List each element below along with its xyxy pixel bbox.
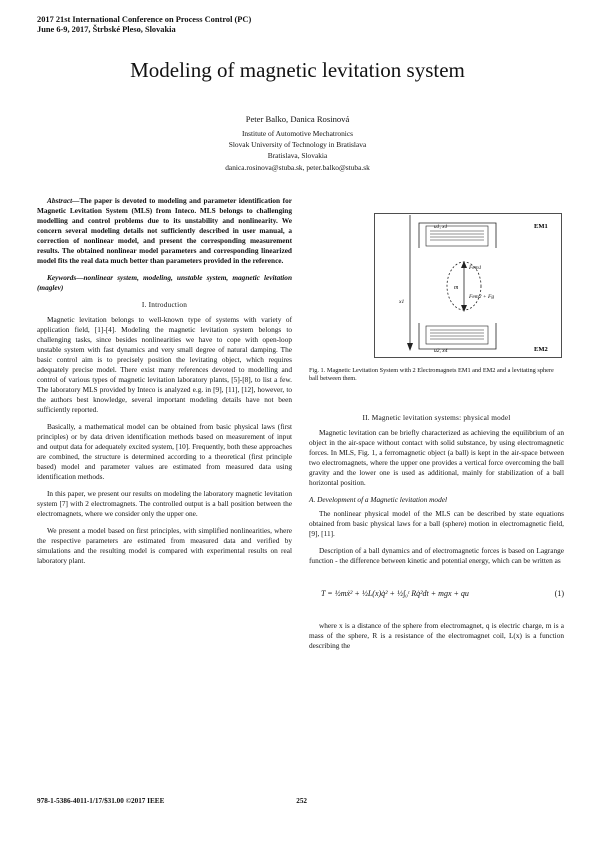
conference-header — [37, 15, 251, 35]
equation-number: (1) — [554, 589, 564, 598]
left-column — [37, 196, 292, 573]
force-label: Fem2 + Fg — [469, 294, 495, 300]
mass-label: m — [454, 285, 459, 291]
subsection-a-heading: A. Development of a Magnetic levitation model — [309, 495, 447, 504]
intro-paragraph-4: We present a model based on first principles, with simplified nonlinearities, where the respective parameters are estimated from measured data and verified by simulations and the resulting model is compared with experimental results on real laboratory plant. — [37, 526, 292, 565]
intro-paragraph-2: Basically, a mathematical model can be obtained from basic physical laws (first principles) or by data driven identification methods based on measurement of input and output data for adequately excited system, [10]. Frequently, both these approaches are combined, the structure is determined according to a theoretical (first principle based) model and parameter values are estimated from measured data using identification methods. — [37, 422, 292, 481]
section-2-heading: II. Magnetic levitation systems: physical model — [362, 413, 511, 422]
paper-authors: Peter Balko, Danica Rosinová — [245, 114, 350, 124]
keywords-text: nonlinear system, modeling, unstable system, magnetic levitation (maglev) — [37, 273, 292, 292]
keywords-label: Keywords— — [47, 273, 84, 282]
page-footer — [37, 797, 307, 805]
mls-diagram — [374, 213, 562, 358]
conference-date: June 6-9, 2017, Štrbské Pleso, Slovakia — [37, 25, 176, 34]
u2-label: u2, x4 — [434, 348, 448, 354]
affiliation-university: Slovak University of Technology in Bratislava — [228, 140, 367, 150]
equation-1 — [309, 573, 564, 615]
right-column — [309, 406, 564, 658]
x1-arrow-head — [407, 343, 413, 351]
affiliation-city: Bratislava, Slovakia — [267, 151, 328, 161]
intro-paragraph-3: In this paper, we present our results on modeling the laboratory magnetic levitation system [7] with 2 electromagnets. The controlled output is a ball position between the electromagnets, where we consider only the upper one. — [37, 489, 292, 518]
abstract-text: The paper is devoted to modeling and parameter identification for Magnetic Levitation System (MLS) from Inteco. MLS belongs to challenging modelling and control problems due to its unstability and nonlinearity. We concern several modeling details not sufficiently described in user manual, a correction of nonlinear model, and present the corresponding measurement results. The obtained nonlinear model parameters and corresponding linearized model fits the real data much better than parameters provided in the reference. — [37, 196, 292, 265]
footer-isbn: 978-1-5386-4011-1/17/$31.00 ©2017 IEEE — [37, 797, 165, 805]
u1-label: u1, x1 — [434, 224, 448, 230]
intro-paragraph-1: Magnetic levitation belongs to well-known type of systems with variety of application field, [1]-[4]. Modeling the magnetic levitation system belongs to challenging tasks, since besides nonlinearities we have to cope with open-loop unstable system with fast dynamics and very small degree of natural damping. The basic control aim is to precisely position the levitating object, which requires adequately precise model. There exist many references devoted to modelling and control of various types of magnetic levitation laboratory plants, [5]-[8], to list a few. The laboratory MLS provided by Inteco is analyzed e.g. in [9], [11], [12], however, to the authors best knowledge, several important modeling details have not been sufficiently reported. — [37, 315, 292, 414]
x1-label: x1 — [399, 299, 405, 305]
abstract — [37, 196, 292, 266]
subsection-a-paragraph-1: The nonlinear physical model of the MLS can be described by state equations obtained from basic physical laws for a ball (sphere) motion in electromagnetic field, [9], [11]. — [309, 509, 564, 538]
paper-title: Modeling of magnetic levitation system — [130, 58, 465, 82]
em1-core — [419, 223, 496, 248]
em2-label: EM2 — [534, 346, 548, 353]
affiliation-block — [0, 128, 595, 173]
affiliation-emails: danica.rosinova@stuba.sk, peter.balko@stuba.sk — [225, 162, 370, 172]
subsection-a-paragraph-3: where x is a distance of the sphere from electromagnet, q is electric charge, m is a mass of the sphere, R is a resistance of the electromagnet coil, L(x) is a function describing the — [309, 621, 564, 650]
equation-body: T = ½mẋ² + ½L(x)q̇² + ½∫₀ᵗ Rq̇²dt + mgx + qu — [321, 589, 469, 598]
conference-name: 2017 21st International Conference on Process Control (PC) — [37, 15, 252, 24]
section-2-intro: Magnetic levitation can be briefly characterized as achieving the equilibrium of an object in the air-space without contact with solid substance, by using electromagnetic forces. In MLS, Fig. 1, a ferromagnetic object (a ball) is kept in the air-space between two electromagnets, where the upper one provides a vertical force overcoming the ball gravity and the lower one is used as additional, mainly for stabilization of a ball horizontal position. — [309, 428, 564, 487]
keywords — [37, 273, 292, 293]
affiliation-institute: Institute of Automotive Mechatronics — [241, 129, 354, 138]
abstract-label: Abstract— — [47, 196, 80, 205]
page-number: 252 — [296, 797, 307, 805]
section-1-heading: I. Introduction — [141, 300, 188, 309]
em2-coil — [426, 326, 488, 344]
figure-caption: Fig. 1. Magnetic Levitation System with 2 Electromagnets EM1 and EM2 and a levitating sphere ball between them. — [309, 367, 554, 382]
subsection-a-paragraph-2: Description of a ball dynamics and of electromagnetic forces is based on Lagrange function - the difference between kinetic and potential energy, which can be written as — [309, 546, 564, 565]
em1-label: EM1 — [534, 223, 548, 230]
fem1-label: Fem1 — [469, 265, 482, 271]
